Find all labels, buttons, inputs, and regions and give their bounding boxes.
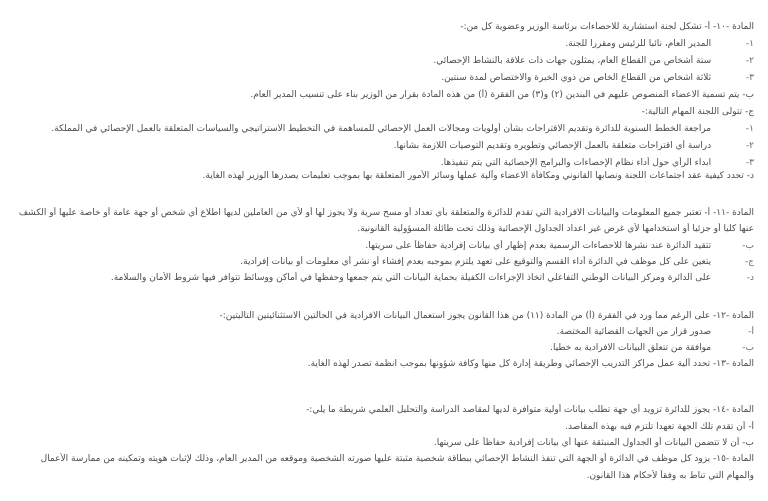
article-14-paragraph-b: ب- أن لا تتضمن البيانات أو الجداول المنبثقة عنها أي بيانات إفرادية حفاظاً على سريتها. — [433, 438, 754, 448]
item-text: تتقيد الدائرة عند نشرها للاحصاءات الرسمية بعدم إظهار أي بيانات إفرادية حفاظاً على سريتها. — [365, 241, 712, 251]
item-number: ١- — [745, 39, 754, 49]
list-item — [10, 240, 754, 252]
item-number: ج- — [744, 257, 754, 267]
item-number: ب- — [742, 343, 754, 353]
list-item — [10, 272, 754, 284]
item-text: يتعين على كل موظف في الدائرة أداء القسم والتوقيع على تعهد يلتزم بموجبه بعدم إفشاء أو نشر أي معلومات أو بيانات إفرادية. — [240, 257, 712, 267]
item-number: أ- — [748, 327, 754, 337]
list-item — [10, 326, 754, 338]
article-10-paragraph-c-heading: ج- تتولى اللجنة المهام التالية:- — [641, 107, 754, 117]
list-item — [10, 342, 754, 354]
article-13-text: المادة -١٣- تحدد آلية عمل مراكز التدريب الإحصائي وطريقة إدارة كل منها وكافة شؤونها بموجب انظمة تصدر لهذه الغاية. — [307, 359, 754, 369]
article-10-paragraph-d: د- تحدد كيفية عقد اجتماعات اللجنة ونصابها القانوني ومكافأة الاعضاء وآلية عملها وسائر الأمور المتعلقة بها بموجب تعليمات يصدرها الوزير لهذه الغاية. — [202, 171, 754, 181]
article-10-paragraph-b: ب- يتم تسمية الاعضاء المنصوص عليهم في البندين (٢) و(٣) من الفقرة (أ) من هذه المادة بقرار من الوزير بناء على تنسيب المدير العام. — [250, 90, 754, 100]
article-12-heading: المادة -١٢- على الرغم مما ورد في الفقرة (أ) من المادة (١١) من هذا القانون يجوز استعمال البيانات الافرادية في الحالتين الاستثنائيتين التاليتين:- — [219, 311, 754, 321]
article-14-heading: المادة -١٤- يجوز للدائرة تزويد أي جهة تطلب بيانات أولية متوافرة لديها لمقاصد الدراسة والتحليل العلمي شريطة ما يلي:- — [306, 405, 754, 415]
list-item — [10, 157, 754, 169]
article-15-text: المادة -١٥- يزود كل موظف في الدائرة أو الجهة التي تنفذ النشاط الإحصائي ببطاقة شخصية مثبتة عليها صورته الشخصية وموقعه من المدير العام، وذلك لإثبات هويته وتمكينه من ممارسة الأعمال — [40, 454, 754, 464]
item-number: ٢- — [745, 56, 754, 66]
item-text: ثلاثة اشخاص من القطاع الخاص من ذوي الخبرة والاختصاص لمدة سنتين. — [441, 73, 712, 83]
item-text: صدور قرار من الجهات القضائية المختصة. — [556, 327, 712, 337]
item-text: موافقة من تتعلق البيانات الافرادية به خطيا. — [550, 343, 712, 353]
list-item — [10, 123, 754, 135]
list-item — [10, 140, 754, 152]
article-15-text-continued: والمهام التي تناط به وفقاً لأحكام هذا القانون. — [586, 471, 754, 481]
article-11-heading-continued: عنها كليا أو جزئيا أو استخدامها لأي غرض غير اعداد الجداول الإحصائية وذلك تحت طائلة المسؤولية القانونية. — [357, 224, 754, 234]
item-number: د- — [746, 273, 754, 283]
item-text: مراجعة الخطط السنوية للدائرة وتقديم الاقتراحات بشأن أولويات ومجالات العمل الإحصائي للمساهمة في التخطيط الاستراتيجي والسياسات المتعلقة بالعمل الإحصائي في المملكة. — [51, 124, 712, 134]
list-item — [10, 256, 754, 268]
article-14-paragraph-a: أ- أن تقدم تلك الجهة تعهدا تلتزم فيه بهذه المقاصد. — [565, 422, 754, 432]
item-number: ب- — [742, 241, 754, 251]
item-number: ٣- — [745, 158, 754, 168]
item-number: ٢- — [745, 141, 754, 151]
article-11-heading: المادة -١١- أ- تعتبر جميع المعلومات والبيانات الافرادية التي تقدم للدائرة والمتعلقة بأي تعداد أو مسح سرية ولا يجوز لها أو لأي من العاملين لديها اطلاع أي شخص أو جهة عامة أو خاصة عليها أو الكشف — [18, 208, 754, 218]
item-text: المدير العام، نائبا للرئيس ومقررا للجنة. — [565, 39, 712, 49]
item-text: ستة أشخاص من القطاع العام، يمثلون جهات ذات علاقة بالنشاط الإحصائي. — [433, 56, 712, 66]
list-item — [10, 55, 754, 67]
item-number: ١- — [745, 124, 754, 134]
item-text: ابداء الرأي حول أداء نظام الإحصاءات والبرامج الإحصائية التي يتم تنفيذها. — [440, 158, 712, 168]
article-10-heading: المادة -١٠- أ- تشكل لجنة استشارية للاحصاءات برئاسة الوزير وعضوية كل من:- — [460, 22, 754, 32]
list-item — [10, 72, 754, 84]
item-text: على الدائرة ومركز البيانات الوطني التفاعلي اتخاذ الإجراءات الكفيلة بحماية البيانات التي يتم جمعها وحفظها في أماكن ووسائط تتوافر فيها شروط الأمان والسلامة. — [110, 273, 712, 283]
item-text: دراسة أي اقتراحات متعلقة بالعمل الإحصائي وتطويره وتقديم التوصيات اللازمة بشأنها. — [393, 141, 712, 151]
item-number: ٣- — [745, 73, 754, 83]
list-item — [10, 38, 754, 50]
